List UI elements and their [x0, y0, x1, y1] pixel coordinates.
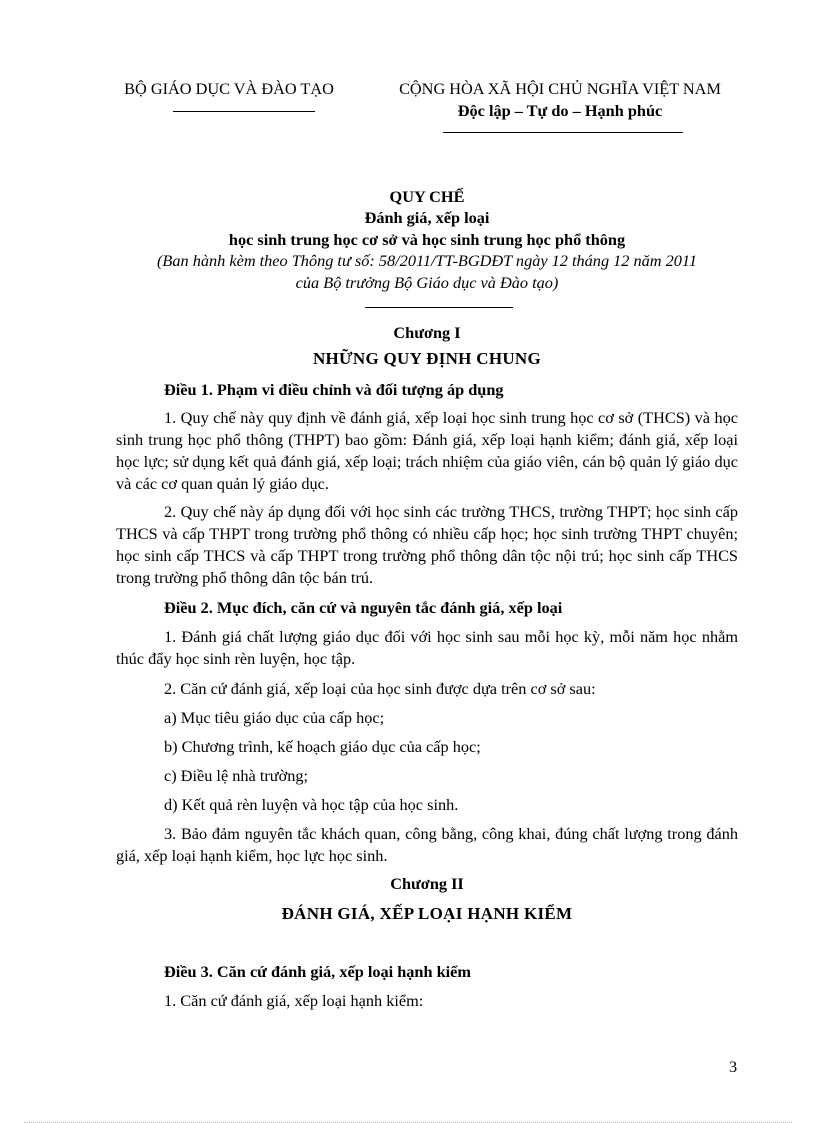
article-2-paragraph-3: 3. Bảo đảm nguyên tắc khách quan, công bằng, công khai, đúng chất lượng trong đánh giá, xếp loại hạnh kiểm, học lực học sinh.	[116, 824, 738, 865]
doc-title: QUY CHẾ	[389, 187, 465, 206]
nation-name: CỘNG HÒA XÃ HỘI CHỦ NGHĨA VIỆT NAM	[399, 79, 721, 98]
article-1-heading: Điều 1. Phạm vi điều chỉnh và đối tượng áp dụng	[164, 380, 504, 399]
title-separator	[365, 307, 513, 308]
nation-motto: Độc lập – Tự do – Hạnh phúc	[457, 101, 663, 120]
article-2-item-c: c) Điều lệ nhà trường;	[164, 766, 309, 785]
ministry-name: BỘ GIÁO DỤC VÀ ĐÀO TẠO	[124, 79, 334, 98]
article-3-heading: Điều 3. Căn cứ đánh giá, xếp loại hạnh kiểm	[164, 962, 471, 981]
article-2-paragraph-2: 2. Căn cứ đánh giá, xếp loại của học sinh được dựa trên cơ sở sau:	[164, 679, 596, 698]
article-1-paragraph-2: 2. Quy chế này áp dụng đối với học sinh các trường THCS, trường THPT; học sinh cấp THCS và cấp THPT trong trường phổ thông có nhiều cấp học; học sinh trường THPT chuyên; học sinh cấp THCS và cấp THPT trong trường phổ thông dân tộc nội trú; học sinh cấp THCS trong trường phổ thông dân tộc bán trú.	[116, 502, 738, 587]
article-1-paragraph-1: 1. Quy chế này quy định về đánh giá, xếp loại học sinh trung học cơ sở (THCS) và học sinh trung học phổ thông (THPT) bao gồm: Đánh giá, xếp loại hạnh kiểm; đánh giá, xếp loại học lực; sử dụng kết quả đánh giá, xếp loại; trách nhiệm của giáo viên, cán bộ quản lý giáo dục và các cơ quan quản lý giáo dục.	[116, 408, 738, 493]
article-2-item-d: d) Kết quả rèn luyện và học tập của học sinh.	[164, 795, 459, 814]
article-2-item-b: b) Chương trình, kế hoạch giáo dục của cấp học;	[164, 737, 481, 756]
doc-subtitle-2: học sinh trung học cơ sở và học sinh trung học phổ thông	[228, 230, 626, 249]
chapter-2-label: Chương II	[390, 874, 464, 893]
article-2-paragraph-1: 1. Đánh giá chất lượng giáo dục đối với học sinh sau mỗi học kỳ, mỗi năm học nhằm thúc đẩy học sinh rèn luyện, học tập.	[116, 627, 738, 668]
article-3-paragraph-1: 1. Căn cứ đánh giá, xếp loại hạnh kiểm:	[164, 991, 424, 1010]
article-2-heading: Điều 2. Mục đích, căn cứ và nguyên tắc đánh giá, xếp loại	[164, 598, 563, 617]
ministry-underline	[173, 111, 315, 112]
chapter-2-name: ĐÁNH GIÁ, XẾP LOẠI HẠNH KIỂM	[281, 904, 573, 923]
page-number: 3	[729, 1057, 738, 1076]
doc-note-line-1: (Ban hành kèm theo Thông tư số: 58/2011/TT-BGDĐT ngày 12 tháng 12 năm 2011	[157, 251, 697, 270]
doc-note-line-2: của Bộ trưởng Bộ Giáo dục và Đào tạo)	[295, 273, 559, 292]
chapter-1-label: Chương I	[393, 323, 461, 342]
article-2-item-a: a) Mục tiêu giáo dục của cấp học;	[164, 708, 385, 727]
motto-underline	[443, 132, 683, 133]
chapter-1-name: NHỮNG QUY ĐỊNH CHUNG	[312, 349, 542, 368]
doc-subtitle: Đánh giá, xếp loại	[364, 208, 490, 227]
